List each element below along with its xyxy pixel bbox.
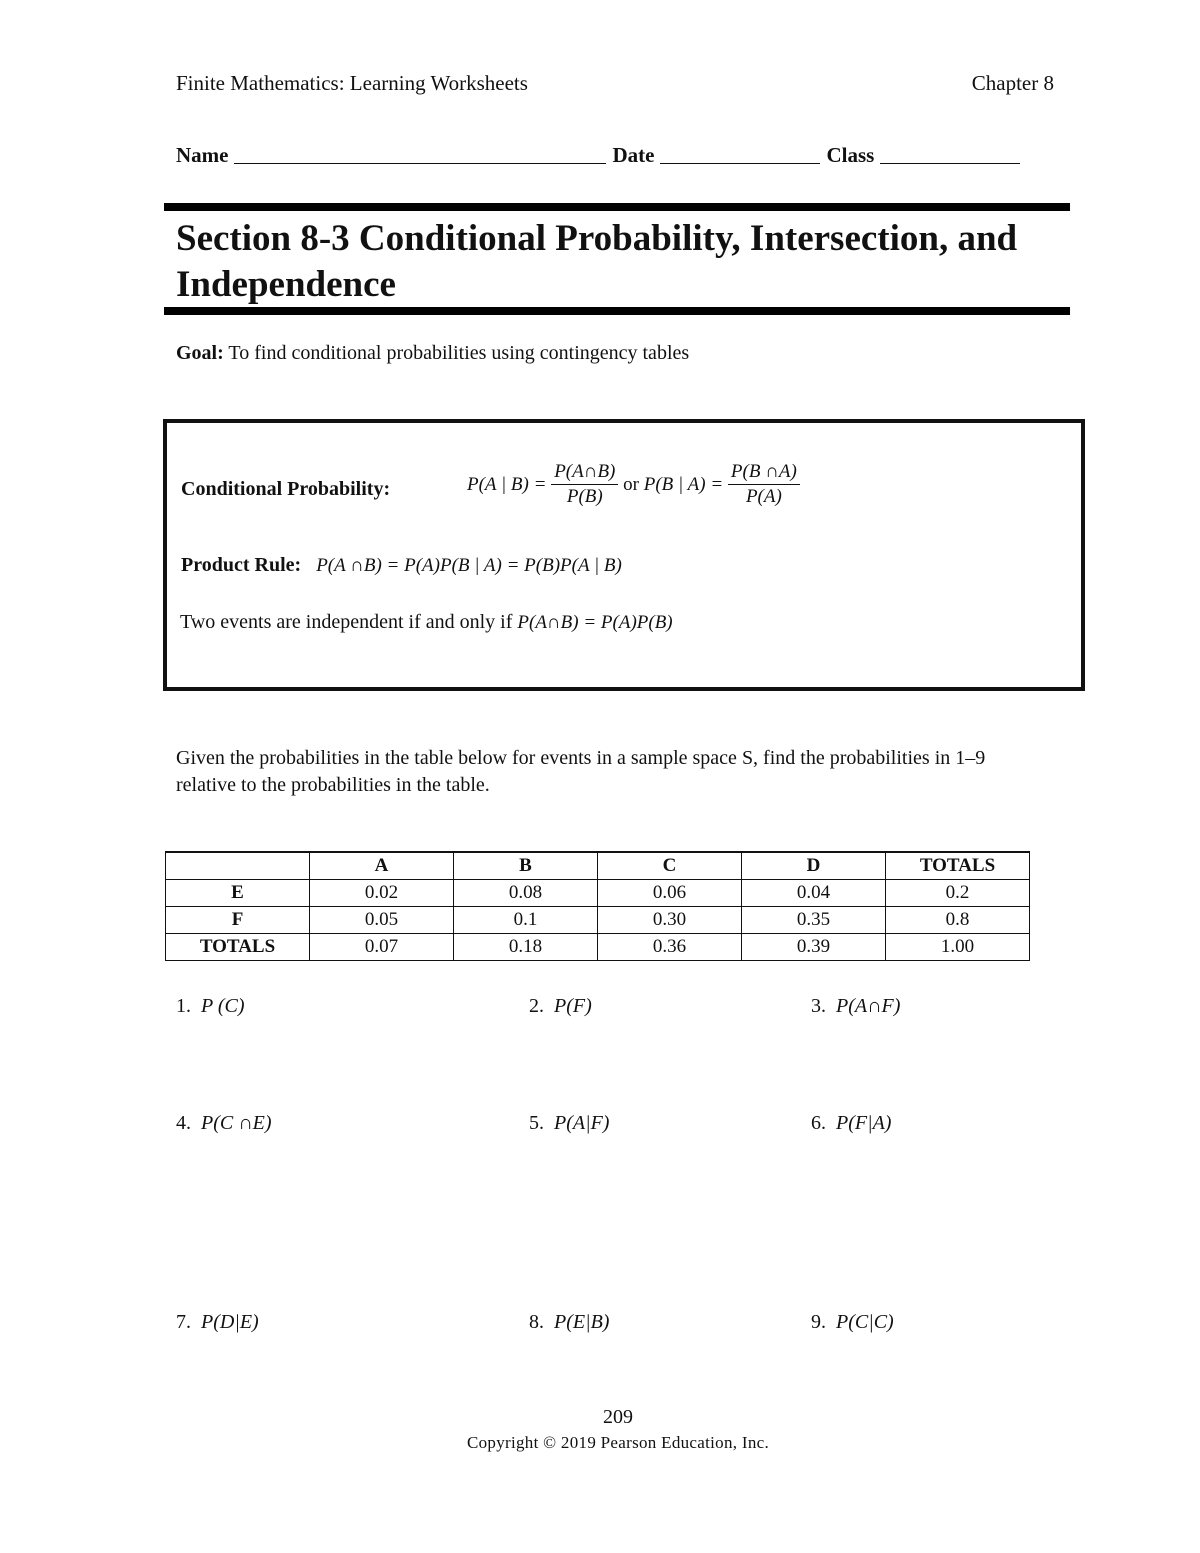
question-5: 5. P(A|F) xyxy=(529,1112,610,1134)
table-cell: 0.30 xyxy=(598,907,742,934)
independence-formula: P(A∩B) = P(A)P(B) xyxy=(517,612,673,633)
question-expr: P(A|F) xyxy=(554,1112,610,1134)
question-expr: P(D|E) xyxy=(201,1311,259,1333)
class-blank[interactable] xyxy=(880,143,1020,164)
date-blank[interactable] xyxy=(660,143,820,164)
goal-line xyxy=(176,342,689,365)
question-expr: P(C|C) xyxy=(836,1311,894,1333)
product-rule-formula: P(A ∩B) = P(A)P(B | A) = P(B)P(A | B) xyxy=(316,555,622,576)
contingency-table xyxy=(165,851,1030,961)
table-header-cell: B xyxy=(454,852,598,880)
copyright: Copyright © 2019 Pearson Education, Inc. xyxy=(466,1433,770,1452)
question-7: 7. P(D|E) xyxy=(176,1311,259,1333)
class-label: Class xyxy=(826,143,875,167)
instructions: Given the probabilities in the table below for events in a sample space S, find the probabilities in 1–9 relative to the probabilities in the table. xyxy=(176,747,986,796)
cond-fraction-2 xyxy=(728,461,800,508)
question-expr: P (C) xyxy=(201,995,245,1017)
table-header-row xyxy=(166,852,1030,880)
table-header-cell: TOTALS xyxy=(886,852,1030,880)
name-blank[interactable] xyxy=(234,143,606,164)
goal-label: Goal: xyxy=(176,342,224,364)
title-top-rule xyxy=(164,203,1070,211)
goal-text: To find conditional probabilities using contingency tables xyxy=(228,342,690,364)
cond-denominator-1: P(B) xyxy=(566,486,603,507)
cond-numerator-2: P(B ∩A) xyxy=(728,461,800,485)
question-2: 2. P(F) xyxy=(529,995,592,1017)
product-rule-label: Product Rule: xyxy=(181,554,302,576)
name-label: Name xyxy=(176,143,229,167)
question-expr: P(F) xyxy=(554,995,592,1017)
table-row-header: F xyxy=(166,907,310,934)
table-cell: 0.1 xyxy=(454,907,598,934)
cond-denominator-2: P(A) xyxy=(745,486,782,507)
question-9: 9. P(C|C) xyxy=(811,1311,894,1333)
table-header-cell: C xyxy=(598,852,742,880)
cond-fraction-1 xyxy=(551,461,618,508)
product-rule-line xyxy=(181,554,622,577)
date-label: Date xyxy=(612,143,655,167)
table-header-cell: D xyxy=(742,852,886,880)
question-1: 1. P (C) xyxy=(176,995,245,1017)
table-cell: 0.05 xyxy=(310,907,454,934)
table-row xyxy=(166,907,1030,934)
table-cell: 0.2 xyxy=(886,880,1030,907)
table-cell: 0.08 xyxy=(454,880,598,907)
question-expr: P(F|A) xyxy=(836,1112,892,1134)
independence-text: Two events are independent if and only if xyxy=(180,611,518,633)
table-row-header: E xyxy=(166,880,310,907)
table-cell: 0.8 xyxy=(886,907,1030,934)
table-cell: 0.07 xyxy=(310,934,454,961)
independence-line xyxy=(180,611,673,634)
question-3: 3. P(A∩F) xyxy=(811,995,901,1017)
table-cell: 0.35 xyxy=(742,907,886,934)
table-row xyxy=(166,934,1030,961)
conditional-probability-formula xyxy=(467,461,800,508)
table-cell: 0.04 xyxy=(742,880,886,907)
table-cell: 0.36 xyxy=(598,934,742,961)
page-number: 209 xyxy=(603,1406,633,1428)
table-cell: 0.02 xyxy=(310,880,454,907)
table-cell: 0.18 xyxy=(454,934,598,961)
conditional-probability-label: Conditional Probability: xyxy=(181,478,391,500)
title-bottom-rule xyxy=(164,307,1070,315)
table-header-cell xyxy=(166,852,310,880)
name-date-class-row xyxy=(176,143,1026,168)
table-cell: 0.06 xyxy=(598,880,742,907)
question-expr: P(C ∩E) xyxy=(201,1112,272,1134)
section-title: Section 8-3 Conditional Probability, Intersection, and Independence xyxy=(176,218,1018,305)
header-book-title: Finite Mathematics: Learning Worksheets xyxy=(176,71,528,95)
question-expr: P(E|B) xyxy=(554,1311,610,1333)
question-4: 4. P(C ∩E) xyxy=(176,1112,272,1134)
cond-numerator-1: P(A∩B) xyxy=(551,461,618,485)
table-row xyxy=(166,880,1030,907)
table-row-header: TOTALS xyxy=(166,934,310,961)
table-cell: 1.00 xyxy=(886,934,1030,961)
cond-lhs-1: P(A | B) = xyxy=(467,473,552,495)
table-header-cell: A xyxy=(310,852,454,880)
header-chapter: Chapter 8 xyxy=(971,71,1054,95)
question-8: 8. P(E|B) xyxy=(529,1311,610,1333)
cond-lhs-2: P(B | A) = xyxy=(643,473,728,495)
table-cell: 0.39 xyxy=(742,934,886,961)
cond-or: or xyxy=(618,473,644,495)
question-6: 6. P(F|A) xyxy=(811,1112,892,1134)
question-expr: P(A∩F) xyxy=(836,995,901,1017)
